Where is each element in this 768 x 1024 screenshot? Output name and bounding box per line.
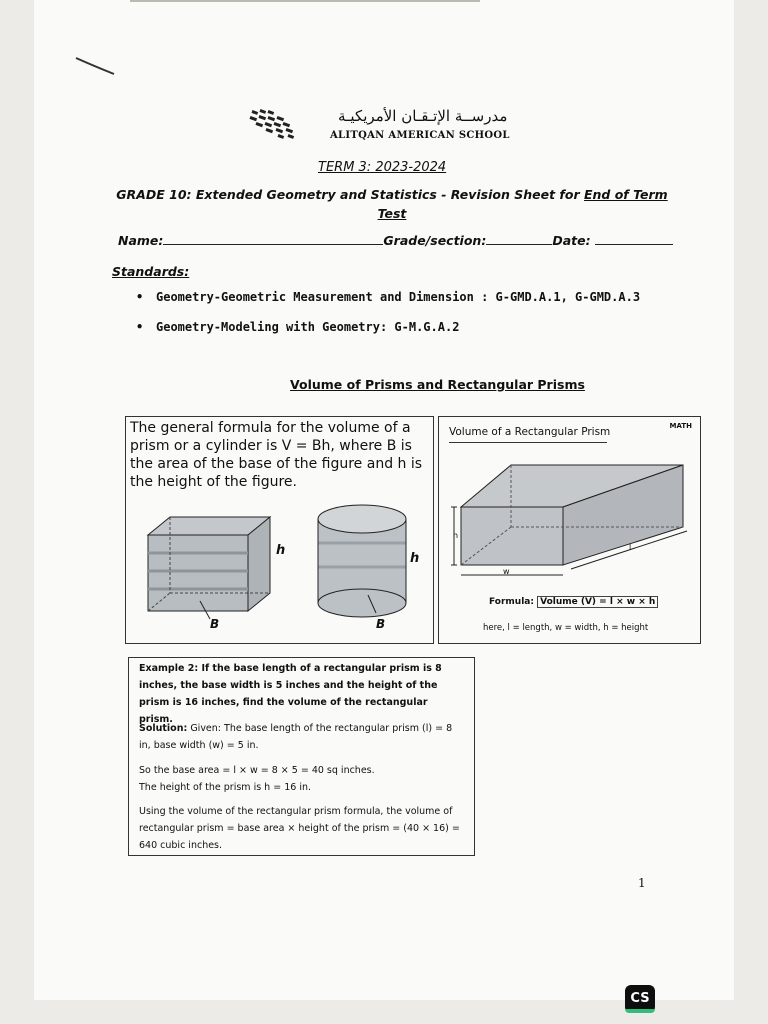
variable-definitions: here, l = length, w = width, h = height (483, 623, 649, 633)
cylinder-figure (312, 503, 412, 621)
pen-mark (74, 54, 118, 78)
grade-title-line2: Test (377, 206, 407, 221)
example-base-area: So the base area = l × w = 8 × 5 = 40 sq inches. (139, 765, 375, 776)
general-formula-box (125, 416, 434, 644)
date-blank[interactable] (595, 234, 673, 245)
section-title: Volume of Prisms and Rectangular Prisms (290, 377, 585, 392)
student-info-line (118, 233, 673, 248)
school-name-arabic: مدرســة الإتـقـان الأمريكيـة (338, 107, 508, 125)
page-number: 1 (638, 876, 646, 890)
prism-figure (144, 513, 284, 631)
math-brand-logo: MATH (669, 422, 692, 430)
prism-height-label: h (276, 543, 286, 558)
camscanner-badge-icon: CS (625, 985, 655, 1013)
formula-box: Volume (V) = l × w × h (537, 596, 658, 608)
example-solution (139, 720, 464, 754)
example-volume: Using the volume of the rectangular prism formula, the volume of rectangular prism = base area × height of the prism = (40 × 16) = 640 cubic inches. (139, 806, 460, 851)
solution-text: Given: The base length of the rectangular prism (l) = 8 in, base width (w) = 5 in. (139, 723, 453, 751)
prism-base-label: B (210, 617, 220, 631)
standards-heading: Standards: (112, 264, 190, 279)
general-formula-text: The general formula for the volume of a prism or a cylinder is V = Bh, where B is the area of the base of the figure and h is the height of the figure. (130, 420, 423, 490)
cylinder-height-label: h (410, 551, 420, 566)
name-blank[interactable] (163, 234, 383, 245)
height-label: h (453, 531, 459, 540)
example-question: Example 2: If the base length of a rectangular prism is 8 inches, the base width is 5 inches and the height of the prism is 16 inches, find the volume of the rectangular prism. (139, 663, 442, 725)
term-heading: TERM 3: 2023-2024 (318, 160, 447, 175)
length-label: l (629, 543, 632, 552)
standard-item (136, 290, 640, 304)
school-logo-icon (248, 108, 306, 140)
date-label: Date: (552, 233, 591, 248)
example-box (128, 657, 475, 856)
cylinder-base-label: B (376, 617, 386, 631)
standard-item (136, 320, 459, 334)
formula-line (489, 597, 658, 607)
school-name-english: ALITQAN AMERICAN SCHOOL (330, 130, 510, 141)
scan-edge-line (130, 0, 480, 2)
width-label: w (503, 567, 510, 576)
solution-label: Solution: (139, 723, 188, 734)
standard-item-text: Geometry-Modeling with Geometry: G-M.G.A.2 (156, 320, 460, 334)
grade-section-label: Grade/section: (383, 233, 487, 248)
grade-title (116, 185, 668, 223)
grade-section-blank[interactable] (486, 234, 552, 245)
rectangular-prism-box (438, 416, 701, 644)
formula-label: Formula: (489, 597, 534, 607)
name-label: Name: (118, 233, 164, 248)
grade-title-end-of-term: End of Term (583, 187, 668, 202)
title-underline (449, 442, 607, 443)
rectangular-prism-figure (447, 461, 697, 581)
rectangular-prism-title: Volume of a Rectangular Prism (449, 426, 611, 438)
standard-item-text: Geometry-Geometric Measurement and Dimension : G-GMD.A.1, G-GMD.A.3 (156, 290, 641, 304)
example-height: The height of the prism is h = 16 in. (139, 782, 311, 793)
grade-title-line1: GRADE 10: Extended Geometry and Statistics - Revision Sheet for (116, 187, 580, 202)
